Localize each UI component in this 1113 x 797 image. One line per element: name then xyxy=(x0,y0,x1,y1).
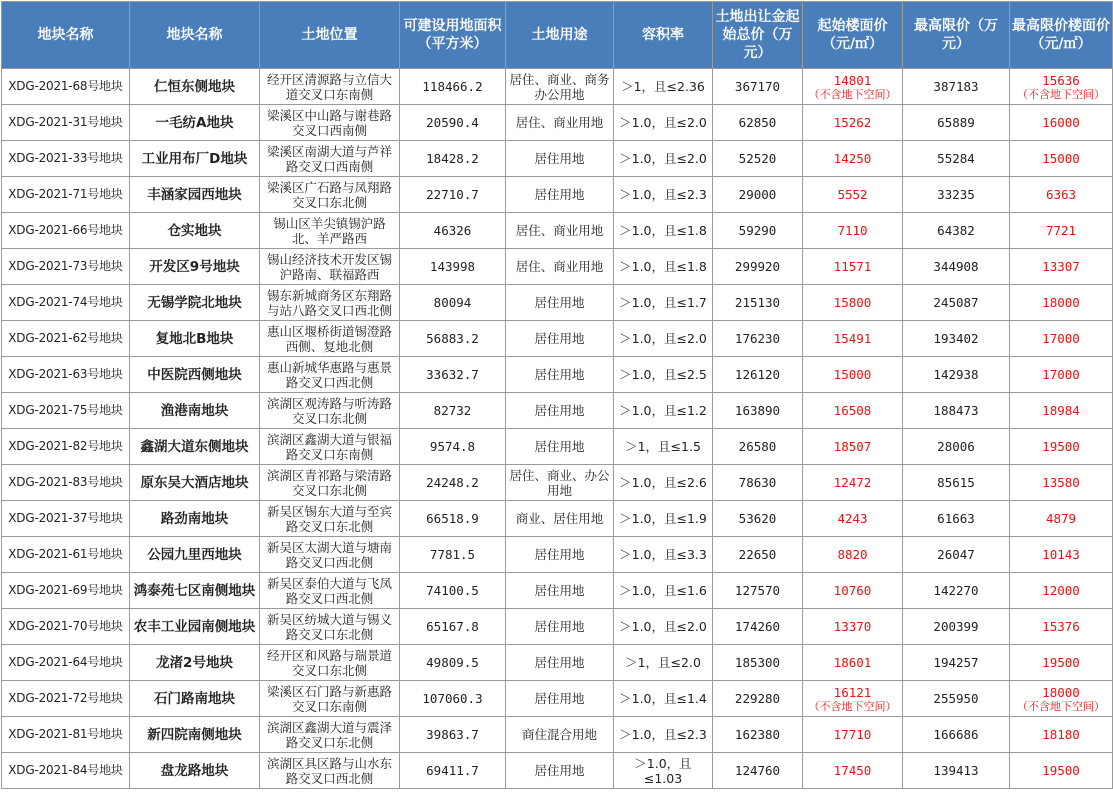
plot-ratio-cell: ＞1.0，且≤2.0 xyxy=(614,141,713,177)
max-total-cell: 193402 xyxy=(903,321,1010,357)
start-floor-price-cell: 15262 xyxy=(803,105,903,141)
plot-ratio-cell: ＞1，且≤2.0 xyxy=(614,645,713,681)
area-cell: 22710.7 xyxy=(400,177,506,213)
parcel-name-cell: 仓实地块 xyxy=(130,213,260,249)
max-total-cell: 85615 xyxy=(903,465,1010,501)
start-total-cell: 176230 xyxy=(713,321,803,357)
land-use-cell: 居住用地 xyxy=(506,141,614,177)
start-floor-price-cell: 16508 xyxy=(803,393,903,429)
start-floor-price-cell: 12472 xyxy=(803,465,903,501)
start-floor-price-cell: 7110 xyxy=(803,213,903,249)
header-row xyxy=(2,2,1113,69)
parcel-name-cell: 盘龙路地块 xyxy=(130,753,260,789)
land-use-cell: 商业、居住用地 xyxy=(506,501,614,537)
start-total-cell: 163890 xyxy=(713,393,803,429)
max-floor-price-cell xyxy=(1010,681,1113,717)
location-cell: 梁溪区中山路与谢巷路交叉口西南侧 xyxy=(260,105,400,141)
max-floor-price-cell: 19500 xyxy=(1010,645,1113,681)
col-header-max-floor-price: 最高限价楼面价（元/㎡） xyxy=(1010,2,1113,69)
land-use-cell: 居住用地 xyxy=(506,537,614,573)
max-total-cell: 55284 xyxy=(903,141,1010,177)
parcel-name-cell: 丰涵家园西地块 xyxy=(130,177,260,213)
plot-ratio-cell: ＞1.0，且≤1.8 xyxy=(614,213,713,249)
table-row xyxy=(2,537,1113,573)
start-floor-price-cell: 11571 xyxy=(803,249,903,285)
area-cell: 7781.5 xyxy=(400,537,506,573)
max-floor-price-cell: 6363 xyxy=(1010,177,1113,213)
table-row xyxy=(2,645,1113,681)
table-body xyxy=(2,69,1113,789)
start-floor-price-cell: 15800 xyxy=(803,285,903,321)
table-row xyxy=(2,177,1113,213)
max-floor-price-cell: 18000 xyxy=(1010,285,1113,321)
parcel-code-cell: XDG-2021-83号地块 xyxy=(2,465,130,501)
plot-ratio-cell: ＞1，且≤1.5 xyxy=(614,429,713,465)
parcel-code-cell: XDG-2021-73号地块 xyxy=(2,249,130,285)
parcel-code-cell: XDG-2021-37号地块 xyxy=(2,501,130,537)
parcel-code-cell: XDG-2021-64号地块 xyxy=(2,645,130,681)
start-floor-price-cell: 14250 xyxy=(803,141,903,177)
plot-ratio-cell: ＞1.0，且≤2.0 xyxy=(614,105,713,141)
location-cell: 梁溪区石门路与新惠路交叉口东南侧 xyxy=(260,681,400,717)
start-total-cell: 29000 xyxy=(713,177,803,213)
area-cell: 82732 xyxy=(400,393,506,429)
area-cell: 46326 xyxy=(400,213,506,249)
table-row xyxy=(2,285,1113,321)
location-cell: 惠山区堰桥街道锡澄路西侧、复地北侧 xyxy=(260,321,400,357)
land-use-cell: 居住用地 xyxy=(506,681,614,717)
parcel-name-cell: 龙渚2号地块 xyxy=(130,645,260,681)
col-header-start-total: 土地出让金起始总价（万元） xyxy=(713,2,803,69)
land-use-cell: 居住、商业、办公用地 xyxy=(506,465,614,501)
col-header-area: 可建设用地面积（平方米） xyxy=(400,2,506,69)
max-total-cell: 65889 xyxy=(903,105,1010,141)
start-total-cell: 26580 xyxy=(713,429,803,465)
area-cell: 24248.2 xyxy=(400,465,506,501)
plot-ratio-cell: ＞1.0，且≤1.8 xyxy=(614,249,713,285)
area-cell: 143998 xyxy=(400,249,506,285)
land-use-cell: 商住混合用地 xyxy=(506,717,614,753)
max-floor-price-cell-value: 18000 xyxy=(1042,684,1080,700)
start-total-cell: 174260 xyxy=(713,609,803,645)
max-floor-price-cell: 18180 xyxy=(1010,717,1113,753)
land-use-cell: 居住用地 xyxy=(506,753,614,789)
start-total-cell: 53620 xyxy=(713,501,803,537)
underground-excluded-note: （不含地下空间） xyxy=(1017,699,1105,713)
start-total-cell: 229280 xyxy=(713,681,803,717)
start-floor-price-cell: 17710 xyxy=(803,717,903,753)
area-cell: 20590.4 xyxy=(400,105,506,141)
start-floor-price-cell: 15000 xyxy=(803,357,903,393)
start-total-cell: 185300 xyxy=(713,645,803,681)
location-cell: 梁溪区南湖大道与芦祥路交叉口西南侧 xyxy=(260,141,400,177)
table-row xyxy=(2,465,1113,501)
area-cell: 107060.3 xyxy=(400,681,506,717)
location-cell: 滨湖区青祁路与梁清路交叉口东北侧 xyxy=(260,465,400,501)
parcel-name-cell: 无锡学院北地块 xyxy=(130,285,260,321)
plot-ratio-cell: ＞1.0，且≤3.3 xyxy=(614,537,713,573)
max-total-cell: 61663 xyxy=(903,501,1010,537)
start-total-cell: 367170 xyxy=(713,69,803,105)
parcel-code-cell: XDG-2021-63号地块 xyxy=(2,357,130,393)
parcel-name-cell: 原东吴大酒店地块 xyxy=(130,465,260,501)
col-header-max-total: 最高限价（万元） xyxy=(903,2,1010,69)
max-total-cell: 33235 xyxy=(903,177,1010,213)
location-cell: 新吴区锡东大道与至宾路交叉口东北侧 xyxy=(260,501,400,537)
location-cell: 锡山区羊尖镇锡沪路北、羊严路西 xyxy=(260,213,400,249)
table-row xyxy=(2,213,1113,249)
max-total-cell: 142270 xyxy=(903,573,1010,609)
max-total-cell: 26047 xyxy=(903,537,1010,573)
max-floor-price-cell: 10143 xyxy=(1010,537,1113,573)
max-total-cell: 194257 xyxy=(903,645,1010,681)
area-cell: 74100.5 xyxy=(400,573,506,609)
max-floor-price-cell: 16000 xyxy=(1010,105,1113,141)
start-total-cell: 124760 xyxy=(713,753,803,789)
col-header-start-floor-price: 起始楼面价（元/㎡） xyxy=(803,2,903,69)
parcel-name-cell: 路劲南地块 xyxy=(130,501,260,537)
start-total-cell: 22650 xyxy=(713,537,803,573)
table-row xyxy=(2,609,1113,645)
plot-ratio-cell: ＞1.0，且≤2.3 xyxy=(614,717,713,753)
start-floor-price-cell: 18507 xyxy=(803,429,903,465)
location-cell: 新吴区太湖大道与塘南路交叉口西北侧 xyxy=(260,537,400,573)
land-use-cell: 居住、商业、商务办公用地 xyxy=(506,69,614,105)
location-cell: 新吴区泰伯大道与飞凤路交叉口西北侧 xyxy=(260,573,400,609)
max-total-cell: 64382 xyxy=(903,213,1010,249)
plot-ratio-cell: ＞1.0，且≤2.6 xyxy=(614,465,713,501)
table-row xyxy=(2,573,1113,609)
max-total-cell: 245087 xyxy=(903,285,1010,321)
land-use-cell: 居住用地 xyxy=(506,285,614,321)
area-cell: 9574.8 xyxy=(400,429,506,465)
parcel-name-cell: 渔港南地块 xyxy=(130,393,260,429)
area-cell: 65167.8 xyxy=(400,609,506,645)
location-cell: 锡东新城商务区东翔路与站八路交叉口西北侧 xyxy=(260,285,400,321)
land-use-cell: 居住、商业用地 xyxy=(506,105,614,141)
max-total-cell: 28006 xyxy=(903,429,1010,465)
max-total-cell: 166686 xyxy=(903,717,1010,753)
max-floor-price-cell: 15000 xyxy=(1010,141,1113,177)
area-cell: 18428.2 xyxy=(400,141,506,177)
start-total-cell: 215130 xyxy=(713,285,803,321)
parcel-code-cell: XDG-2021-81号地块 xyxy=(2,717,130,753)
max-floor-price-cell: 7721 xyxy=(1010,213,1113,249)
table-row xyxy=(2,105,1113,141)
col-header-location: 土地位置 xyxy=(260,2,400,69)
parcel-code-cell: XDG-2021-74号地块 xyxy=(2,285,130,321)
start-floor-price-cell: 15491 xyxy=(803,321,903,357)
start-floor-price-cell-value: 16121 xyxy=(833,684,872,700)
parcel-code-cell: XDG-2021-33号地块 xyxy=(2,141,130,177)
max-total-cell: 255950 xyxy=(903,681,1010,717)
start-total-cell: 78630 xyxy=(713,465,803,501)
area-cell: 56883.2 xyxy=(400,321,506,357)
area-cell: 33632.7 xyxy=(400,357,506,393)
plot-ratio-cell: ＞1.0，且≤1.03 xyxy=(614,753,713,789)
parcel-name-cell: 中医院西侧地块 xyxy=(130,357,260,393)
table-row xyxy=(2,69,1113,105)
area-cell: 66518.9 xyxy=(400,501,506,537)
location-cell: 梁溪区广石路与凤翔路交叉口东北侧 xyxy=(260,177,400,213)
max-floor-price-cell: 4879 xyxy=(1010,501,1113,537)
area-cell: 39863.7 xyxy=(400,717,506,753)
parcel-name-cell: 仁恒东侧地块 xyxy=(130,69,260,105)
parcel-name-cell: 复地北B地块 xyxy=(130,321,260,357)
max-floor-price-cell: 15376 xyxy=(1010,609,1113,645)
max-floor-price-cell: 13580 xyxy=(1010,465,1113,501)
land-auction-table xyxy=(1,1,1113,789)
start-total-cell: 62850 xyxy=(713,105,803,141)
plot-ratio-cell: ＞1.0，且≤2.5 xyxy=(614,357,713,393)
parcel-name-cell: 新四院南侧地块 xyxy=(130,717,260,753)
max-floor-price-cell: 19500 xyxy=(1010,753,1113,789)
area-cell: 118466.2 xyxy=(400,69,506,105)
max-floor-price-cell: 17000 xyxy=(1010,357,1113,393)
plot-ratio-cell: ＞1，且≤2.36 xyxy=(614,69,713,105)
parcel-code-cell: XDG-2021-82号地块 xyxy=(2,429,130,465)
start-total-cell: 126120 xyxy=(713,357,803,393)
land-use-cell: 居住、商业用地 xyxy=(506,213,614,249)
table-row xyxy=(2,141,1113,177)
col-header-parcel-name: 地块名称 xyxy=(130,2,260,69)
max-floor-price-cell-value: 15636 xyxy=(1042,72,1080,88)
max-floor-price-cell: 13307 xyxy=(1010,249,1113,285)
table-header xyxy=(2,2,1113,69)
start-total-cell: 52520 xyxy=(713,141,803,177)
parcel-name-cell: 工业用布厂D地块 xyxy=(130,141,260,177)
start-floor-price-cell: 10760 xyxy=(803,573,903,609)
plot-ratio-cell: ＞1.0，且≤2.3 xyxy=(614,177,713,213)
table-row xyxy=(2,681,1113,717)
location-cell: 经开区和风路与瑞景道交叉口东北侧 xyxy=(260,645,400,681)
plot-ratio-cell: ＞1.0，且≤2.0 xyxy=(614,609,713,645)
land-use-cell: 居住用地 xyxy=(506,609,614,645)
start-floor-price-cell: 13370 xyxy=(803,609,903,645)
parcel-code-cell: XDG-2021-62号地块 xyxy=(2,321,130,357)
table-row xyxy=(2,393,1113,429)
area-cell: 80094 xyxy=(400,285,506,321)
parcel-code-cell: XDG-2021-71号地块 xyxy=(2,177,130,213)
plot-ratio-cell: ＞1.0，且≤1.2 xyxy=(614,393,713,429)
parcel-code-cell: XDG-2021-66号地块 xyxy=(2,213,130,249)
max-floor-price-cell xyxy=(1010,69,1113,105)
max-total-cell: 387183 xyxy=(903,69,1010,105)
parcel-code-cell: XDG-2021-70号地块 xyxy=(2,609,130,645)
start-floor-price-cell: 5552 xyxy=(803,177,903,213)
table-row xyxy=(2,357,1113,393)
start-floor-price-cell xyxy=(803,681,903,717)
location-cell: 滨湖区鑫湖大道与震泽路交叉口东北侧 xyxy=(260,717,400,753)
plot-ratio-cell: ＞1.0，且≤1.7 xyxy=(614,285,713,321)
start-floor-price-cell xyxy=(803,69,903,105)
col-header-land-use: 土地用途 xyxy=(506,2,614,69)
parcel-name-cell: 石门路南地块 xyxy=(130,681,260,717)
land-use-cell: 居住、商业用地 xyxy=(506,249,614,285)
table-row xyxy=(2,429,1113,465)
plot-ratio-cell: ＞1.0，且≤2.0 xyxy=(614,321,713,357)
location-cell: 滨湖区观涛路与听涛路交叉口东北侧 xyxy=(260,393,400,429)
table-row xyxy=(2,753,1113,789)
max-total-cell: 344908 xyxy=(903,249,1010,285)
parcel-name-cell: 公园九里西地块 xyxy=(130,537,260,573)
parcel-code-cell: XDG-2021-31号地块 xyxy=(2,105,130,141)
start-floor-price-cell: 18601 xyxy=(803,645,903,681)
land-use-cell: 居住用地 xyxy=(506,393,614,429)
land-use-cell: 居住用地 xyxy=(506,357,614,393)
land-use-cell: 居住用地 xyxy=(506,429,614,465)
land-use-cell: 居住用地 xyxy=(506,573,614,609)
area-cell: 69411.7 xyxy=(400,753,506,789)
table-row xyxy=(2,321,1113,357)
area-cell: 49809.5 xyxy=(400,645,506,681)
table-row xyxy=(2,249,1113,285)
location-cell: 经开区清源路与立信大道交叉口东南侧 xyxy=(260,69,400,105)
start-total-cell: 162380 xyxy=(713,717,803,753)
underground-excluded-note: （不含地下空间） xyxy=(1017,87,1105,101)
parcel-code-cell: XDG-2021-61号地块 xyxy=(2,537,130,573)
max-floor-price-cell: 19500 xyxy=(1010,429,1113,465)
land-use-cell: 居住用地 xyxy=(506,645,614,681)
location-cell: 滨湖区具区路与山水东路交叉口西北侧 xyxy=(260,753,400,789)
land-use-cell: 居住用地 xyxy=(506,177,614,213)
start-floor-price-cell: 17450 xyxy=(803,753,903,789)
parcel-code-cell: XDG-2021-72号地块 xyxy=(2,681,130,717)
table-row xyxy=(2,717,1113,753)
max-total-cell: 139413 xyxy=(903,753,1010,789)
location-cell: 新吴区纺城大道与锡义路交叉口东北侧 xyxy=(260,609,400,645)
parcel-name-cell: 开发区9号地块 xyxy=(130,249,260,285)
underground-excluded-note: （不含地下空间） xyxy=(808,87,897,101)
parcel-code-cell: XDG-2021-75号地块 xyxy=(2,393,130,429)
plot-ratio-cell: ＞1.0，且≤1.6 xyxy=(614,573,713,609)
parcel-code-cell: XDG-2021-68号地块 xyxy=(2,69,130,105)
max-total-cell: 188473 xyxy=(903,393,1010,429)
parcel-name-cell: 一毛纺A地块 xyxy=(130,105,260,141)
max-floor-price-cell: 12000 xyxy=(1010,573,1113,609)
start-total-cell: 127570 xyxy=(713,573,803,609)
plot-ratio-cell: ＞1.0，且≤1.4 xyxy=(614,681,713,717)
parcel-code-cell: XDG-2021-69号地块 xyxy=(2,573,130,609)
parcel-code-cell: XDG-2021-84号地块 xyxy=(2,753,130,789)
location-cell: 锡山经济技术开发区锡沪路南、联福路西 xyxy=(260,249,400,285)
col-header-plot-ratio: 容积率 xyxy=(614,2,713,69)
location-cell: 惠山新城华惠路与惠景路交叉口西北侧 xyxy=(260,357,400,393)
start-floor-price-cell-value: 14801 xyxy=(833,72,872,88)
table-row xyxy=(2,501,1113,537)
parcel-name-cell: 鸿泰苑七区南侧地块 xyxy=(130,573,260,609)
start-total-cell: 299920 xyxy=(713,249,803,285)
col-header-parcel-code: 地块名称 xyxy=(2,2,130,69)
location-cell: 滨湖区鑫湖大道与银福路交叉口东南侧 xyxy=(260,429,400,465)
max-floor-price-cell: 17000 xyxy=(1010,321,1113,357)
start-floor-price-cell: 4243 xyxy=(803,501,903,537)
max-floor-price-cell: 18984 xyxy=(1010,393,1113,429)
parcel-name-cell: 鑫湖大道东侧地块 xyxy=(130,429,260,465)
land-use-cell: 居住用地 xyxy=(506,321,614,357)
max-total-cell: 200399 xyxy=(903,609,1010,645)
start-total-cell: 59290 xyxy=(713,213,803,249)
max-total-cell: 142938 xyxy=(903,357,1010,393)
plot-ratio-cell: ＞1.0，且≤1.9 xyxy=(614,501,713,537)
underground-excluded-note: （不含地下空间） xyxy=(808,699,897,713)
parcel-name-cell: 农丰工业园南侧地块 xyxy=(130,609,260,645)
start-floor-price-cell: 8820 xyxy=(803,537,903,573)
